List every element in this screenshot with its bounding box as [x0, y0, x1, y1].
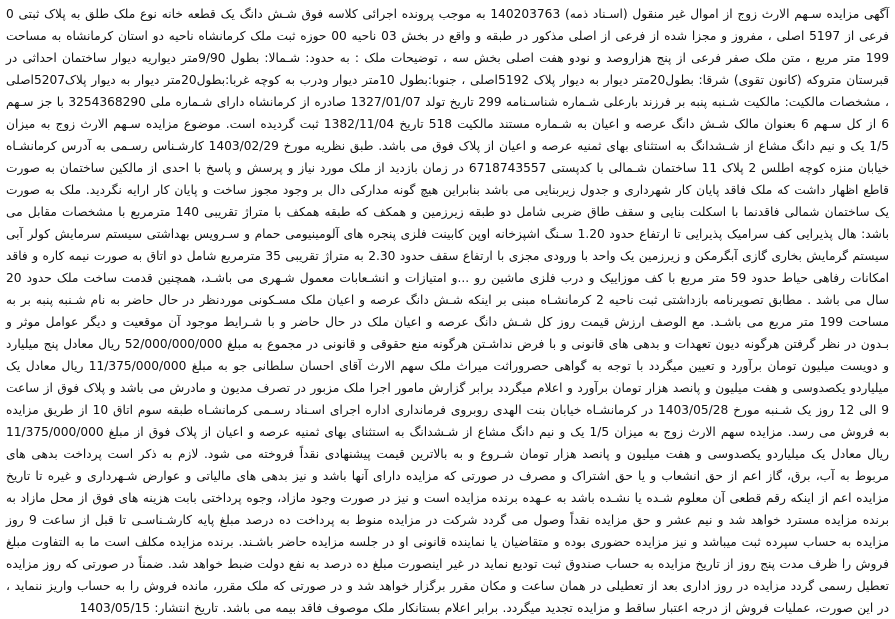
- auction-notice-text: آگهی مزایده سـهم الارث زوج از اموال غیر منقول (اسـناد ذمه) 140203763 به موجب پرونده اجرائی کلاسه فوق شـش دانگ یک قطعه خانه نوع ملک طلق به پلاک ثبتی 0 فرعی از 5197 اصلی ، مفروز و مجزا شده از فرعی از اصلی مذکور در طبقه و واقع در بخش 03 ناحیه 00 حوزه ثبت ملک کرمانشاه ناحیه دو استان کرمانشاه به مساحت 199 متر مربع ، متن ملک صفر فرعی از پنج هزاروصد و نودو هفت اصلی بخش سه ، توضیحات ملک : به حدود: شـمالا: بطول 9/90متر دیواریه دیوار ساختمان احداثی در قبرستان متروکه (کانون تقوی) شرقا: بطول20متر دیوار به دیوار پلاک 5192اصلی ، جنوبا:بطول 10متر دیوار ودرب به کوچه غربا:بطول20متر دیوار به دیوار پلاک5207اصلی ، مشخصات مالکیت: مالکیت شـنبه پنبه بر فرزند بارعلی شـماره شناسـنامه 299 تاریخ تولد 1327/01/07 صادره از کرمانشاه دارای شـماره ملی 3254368290 با جز سـهم 6 از کل سـهم 6 بعنوان مالک شـش دانگ عرصه و اعیان به شـماره مستند مالکیت 518 تاریخ 1382/11/04 ثبت گردیده است. موضوع مزایده سـهم الارث زوج به میزان 1/5 یک و نیم دانگ مشاع از شـشدانگ به استثنای بهای ثمنیه عرصه و اعیان از پلاک فوق می باشد. طبق نظریه مورخ 1403/02/29 کارشـناس رسـمی به آدرس کرمانشـاه خیابان منزه کوچه اطلس 2 پلاک 11 ساختمان شـمالی با کدپستی 6718743557 در زمان بازدید از ملک مورد نیاز و پرسش و پاسخ با احدی از مالکین ساختمان به صورت قاطع اظهار داشت که ملک فاقد پایان کار شهرداری و جدول زیربنایی می باشد بنابراین هیچ گونه مدارکی دال بر وجود مجوز ساخت و پایان کار ارایه نگردید. ملک به صورت یک ساختمان شمالی فاقدنما با اسکلت بنایی و سقف طاق ضربی شامل دو طبقه زیرزمین و همکف که طبقه همکف با متراژ تقریبی 140 مترمربع با مشخصات مقابل می باشد: هال پذیرایی کف سرامیک پذیرایی تا ارتفاع حدود 1.20 سـنگ اشپزخانه اوپن کابینت فلزی پنجره های آلومینیومی حمام و سـرویس بهداشتی سیستم سرمایش کولر آبی سیستم گرمایش بخاری گازی آبگرمکن و زیرزمین یک واحد با ورودی مجزی با ارتفاع سقف حدود 2.30 به متراژ تقریبی 35 مترمربع شامل دو اتاق به صورت نیمه کاره و فاقد امکانات رفاهی حیاط حدود 59 متر مربع با کف موزاییک و درب فلزی ماشین رو ...و امتیازات و انشـعابات معمول شـهری می باشـد، همچنین قدمت ساخت ملک حدود 20 سال می باشد . مطابق تصویرنامه بازداشتی ثبت ناحیه 2 کرمانشـاه مبنی بر اینکه شـش دانگ عرصه و اعیان ملک مسـکونی موردنظر در حال حاضر به نام شـنبه پنبه بر به مساحت 199 متر مربع می باشـد. مع الوصف ارزش قیمت روز کل شـش دانگ عرصه و اعیان ملک در حال حاضر و با شـرایط موجود آن موقعیت و دیگر عوامل موثر و بـدون در نظر گرفتن هرگونه دیون تعهدات و بدهی های قانونی و با فرض نداشـتن هرگونه منع حقوقی و قانونی در مجموع به مبلغ 52/000/000/000 ریال معادل پنج میلیارد و دویست میلیون تومان برآورد و تعیین میگردد با توجه به گواهی حصروراثت میراث ملک سهم الارث آقای احسان سلطانی جو به مبلغ 11/375/000/000 ریال معادل یک میلیاردو یکصدوسی و هفت میلیون و پانصد هزار تومان برآورد و اعلام میگردد برابر گزارش مامور اجرا ملک مزبور در تصرف مدیون و مادرش می باشد و پلاک فوق از ساعت 9 الی 12 روز یک شـنبه مورخ 1403/05/28 در کرمانشـاه خیابان بنت الهدی روبروی فرمانداری اداره اجرای اسـناد رسـمی کرمانشـاه طبقه سوم اتاق 10 از طریق مزایده به فروش می رسد. مزایده سهم الارث زوج به میزان 1/5 یک و نیم دانگ مشاع از شـشدانگ به استثنای بهای ثمنیه عرصه و اعیان از پلاک فوق از مبلغ 11/375/000/000 ریال معادل یک میلیاردو یکصدوسی و هفت میلیون و پانصد هزار تومان شـروع و به بالاترین قیمت پیشنهادی نقداً فروخته می شود. لازم به ذکر است پرداخت بدهی های مربوط به آب، برق، گاز اعم از حق انشعاب و یا حق اشتراک و مصرف در صورتی که مزایده دارای آنها باشد و نیز بدهی های مالیاتی و عوارض شـهرداری و غیره تا تاریخ مزایده اعم از اینکه رقم قطعی آن معلوم شـده یا نشـده باشد به عـهده برنده مزایده است و نیز در صورت وجود مازاد، وجوه پرداختی بابت هزینه های فوق از محل مازاد به برنده مزایده مسترد خواهد شد و نیم عشر و حق مزایده نقداً وصول می گردد شرکت در مزایده منوط به پرداخت ده درصد مبلغ پایه کارشـناسـی تا قبل از ساعت 9 روز مزایده به حساب سپرده ثبت میباشد و نیز مزایده حضوری بوده و متقاضیان یا نماینده قانونی او در جلسه مزایده حاضر باشـند. برنده مزایده مکلف است ما به التفاوت مبلغ فروش را ظرف مدت پنج روز از تاریخ مزایده به حساب صندوق ثبت تودیع نماید در غیر اینصورت مبلغ ده درصد به نفع دولت ضبط خواهد شد. ضمناً در صورتی که روز مزایده تعطیل رسمی گردد مزایده در روز اداری بعد از تعطیلی در همان ساعت و مکان مقرر برگزار خواهد شد و در صورتی که ملک مقرر، مانده فروش را به حساب واریز ننماید ، در این صورت، عملیات فروش از درجه اعتبار ساقط و مزایده تجدید میگردد. برابر اعلام بستانکار ملک موصوف فاقد بیمه می باشد. تاریخ انتشار: 1403/05/15: [6, 7, 890, 615]
